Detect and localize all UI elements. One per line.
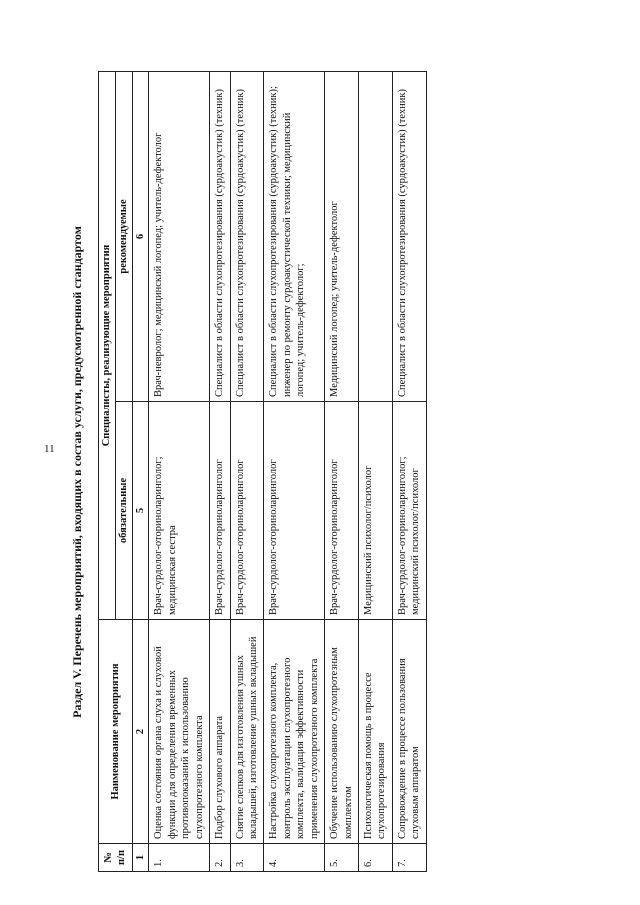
mandatory-specialists: Врач-сурдолог-оториноларинголог — [210, 402, 230, 620]
activities-table — [98, 71, 427, 872]
mandatory-specialists: Врач-сурдолог-оториноларинголог — [264, 402, 325, 620]
mandatory-specialists: Медицинский психолог/психолог — [359, 402, 393, 620]
page-number: 11 — [44, 443, 55, 455]
header-recommended: рекомендуемые — [115, 71, 132, 401]
row-number: 3. — [230, 844, 264, 872]
table-row — [210, 71, 230, 871]
row-number: 6. — [359, 844, 393, 872]
mandatory-specialists: Врач-сурдолог-оториноларинголог — [325, 402, 359, 620]
mandatory-specialists: Врач-сурдолог-оториноларинголог; медицинская сестра — [149, 402, 210, 620]
column-number: 6 — [132, 71, 148, 401]
header-name: Наименование мероприятия — [99, 620, 133, 844]
table-row — [149, 71, 210, 871]
activity-name: Сопровождение в процессе пользования слуховым аппаратом — [392, 620, 426, 844]
activity-name: Подбор слухового аппарата — [210, 620, 230, 844]
table-row — [230, 71, 264, 871]
row-number: 4. — [264, 844, 325, 872]
header-specialists: Специалисты, реализующие мероприятия — [99, 71, 116, 619]
row-number: 1. — [149, 844, 210, 872]
column-number: 5 — [132, 402, 148, 620]
column-number: 1 — [132, 844, 148, 872]
header-number — [99, 844, 133, 872]
recommended-specialists: Специалист в области слухопротезирования (сурдоакустик) (техник) — [230, 71, 264, 401]
recommended-specialists: Специалист в области слухопротезирования (сурдоакустик) (техник) — [392, 71, 426, 401]
recommended-specialists: Врач-невролог; медицинский логопед; учитель-дефектолог — [149, 71, 210, 401]
table-row — [264, 71, 325, 871]
recommended-specialists: Специалист в области слухопротезирования (сурдоакустик) (техник); инженер по ремонту сурдоакустической техники; медицинский логопед; учитель-дефектолог; — [264, 71, 325, 401]
row-number: 2. — [210, 844, 230, 872]
recommended-specialists — [359, 71, 393, 401]
recommended-specialists: Специалист в области слухопротезирования (сурдоакустик) (техник) — [210, 71, 230, 401]
table-row — [392, 71, 426, 871]
activity-name: Психологическая помощь в процессе слухопротезирования — [359, 620, 393, 844]
header-mandatory: обязательные — [115, 402, 132, 620]
table-row — [359, 71, 393, 871]
activity-name: Снятие слепков для изготовления ушных вкладышей, изготовление ушных вкладышей — [230, 620, 264, 844]
column-number: 2 — [132, 620, 148, 844]
header-number-line1: № — [103, 852, 114, 863]
activity-name: Настройка слухопротезного комплекта, контроль эксплуатации слухопротезного комплекта, валидация эффективности применения слухопротезного комплекта — [264, 620, 325, 844]
header-number-line2: п/п — [116, 849, 128, 866]
table-row — [325, 71, 359, 871]
mandatory-specialists: Врач-сурдолог-оториноларинголог — [230, 402, 264, 620]
rotated-document — [70, 72, 570, 872]
section-title: Раздел V. Перечень мероприятий, входящих в состав услуги, предусмотренной стандартом — [70, 226, 84, 718]
row-number: 5. — [325, 844, 359, 872]
recommended-specialists: Медицинский логопед; учитель-дефектолог — [325, 71, 359, 401]
activity-name: Оценка состояния органа слуха и слуховой функции для определения временных противопоказаний к использованию слухопротезного комплекта — [149, 620, 210, 844]
mandatory-specialists: Врач-сурдолог-оториноларинголог; медицинский психолог/психолог — [392, 402, 426, 620]
activity-name: Обучение использованию слухопротезным комплектом — [325, 620, 359, 844]
row-number: 7. — [392, 844, 426, 872]
